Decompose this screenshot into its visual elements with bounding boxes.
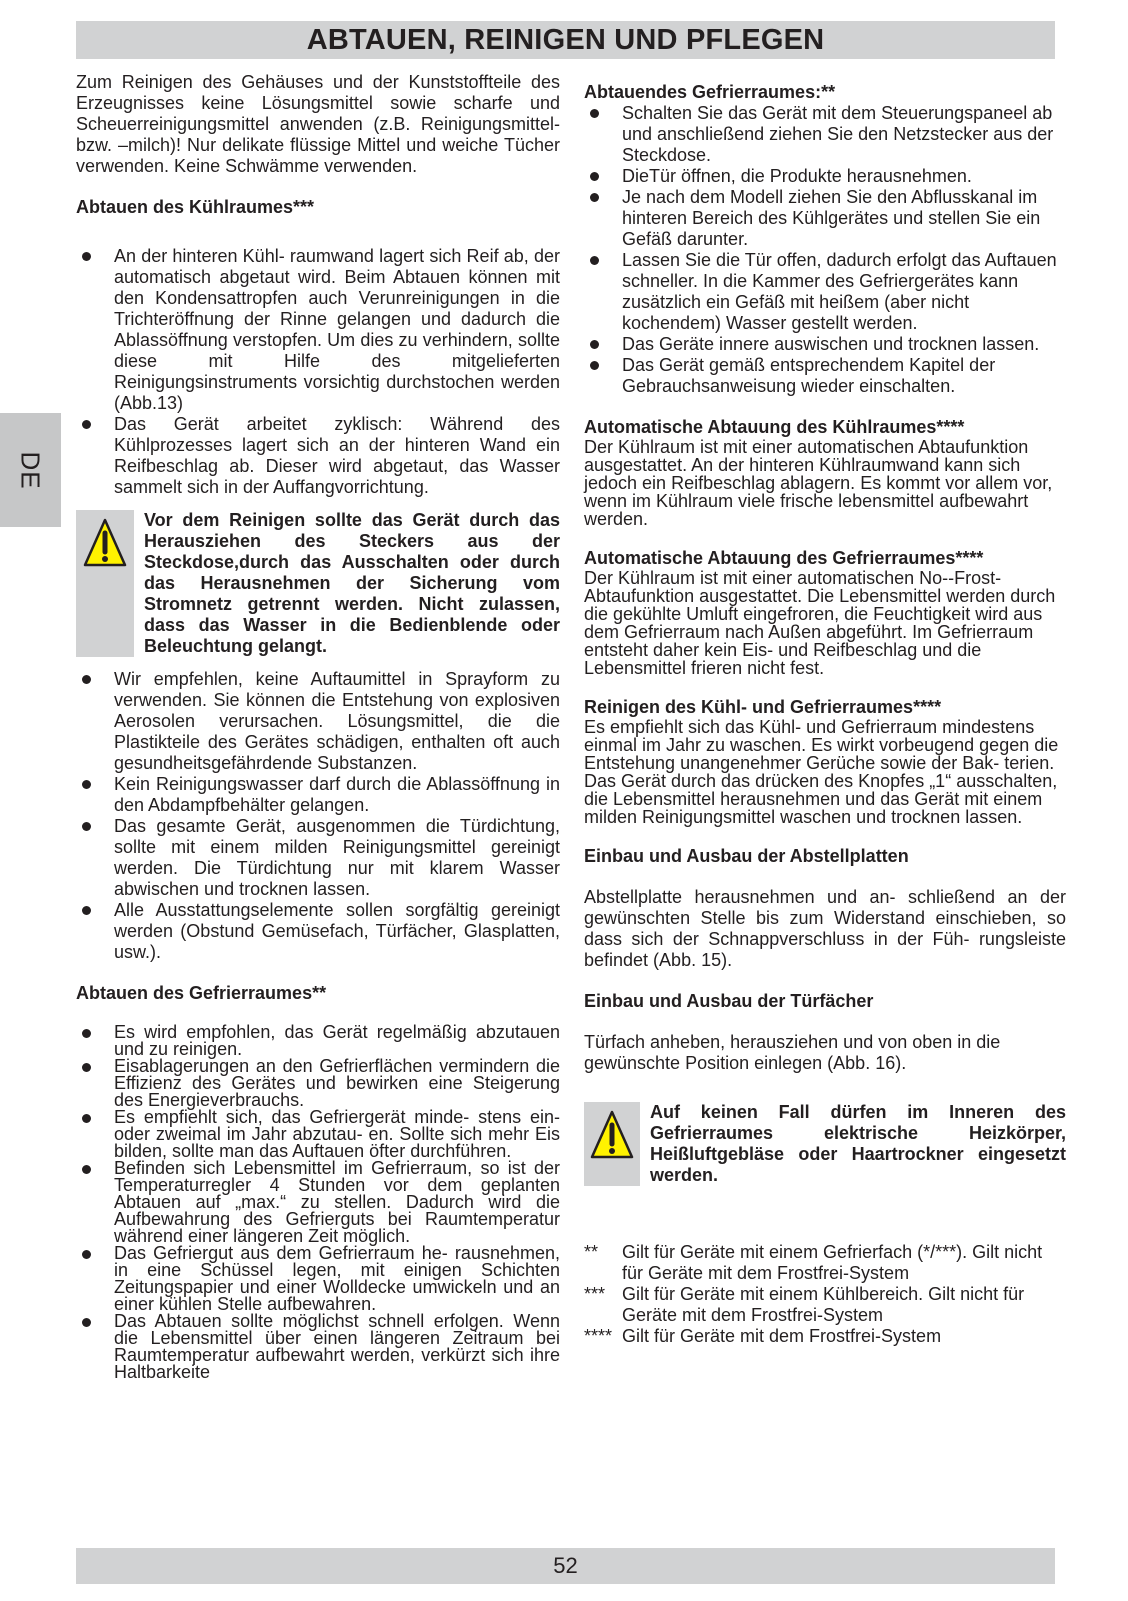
list-item: Wir empfehlen, keine Auftaumittel in Sprayform zu verwenden. Sie können die Entstehung von explosiven Aerosolen verursachen. Lösungsmittel, die die Plastikteile des Gerätes schädigen, enthalten oft auch gesundheitsgefährdende Substanzen.: [76, 669, 560, 774]
list-item: Das Gefriergut aus dem Gefrierraum he- rausnehmen, in eine Schüssel legen, mit einigen Schichten Zeitungspapier und einer Wolldecke umwickeln und an einer kühlen Stelle aufbewahren.: [76, 1245, 560, 1313]
footnote-marker: ***: [584, 1284, 606, 1304]
list-item: Das gesamte Gerät, ausgenommen die Türdichtung, sollte mit einem milden Reinigungsmittel gereinigt werden. Die Türdichtung nur mit klarem Wasser abwischen und trocknen lassen.: [76, 816, 560, 900]
footnotes: [584, 1242, 1066, 1347]
footnote-marker: ****: [584, 1326, 613, 1346]
text-auto-abtauung-gefrierraum: Der Kühlraum ist mit einer automatischen No--Frost-Abtaufunktion ausgestattet. Die Lebensmittel werden durch die gekühlte Umluft eingefroren, die Feuchtigkeit wird aus dem Gefrierraum nach Außen abgeführt. Im Gefrierraum entsteht daher kein Eis- und Reifbeschlag und die Lebensmittel frieren nicht fest.: [584, 568, 1056, 678]
language-tab: [0, 413, 61, 527]
list-item: An der hinteren Kühl- raumwand lagert sich Reif ab, der automatisch abgetaut wird. Beim Abtauen können mit den Kondensattropfen auch Verunreinigungen in die Trichteröffnung der Rinne gelangen und dadurch die Ablassöffnung verstopfen. Um dies zu verhindern, sollte diese mit Hilfe des mitgelieferten Reinigungsinstruments vorsichtig durchstochen werden (Abb.13): [76, 246, 560, 414]
footnote-text: Gilt für Geräte mit einem Gefrierfach (*/***). Gilt nicht für Geräte mit dem Frostfrei-System: [622, 1242, 1043, 1283]
footnote-marker: **: [584, 1242, 599, 1262]
text-reinigen: Es empfiehlt sich das Kühl- und Gefrierraum mindestens einmal im Jahr zu waschen. Es wirkt vorbeugend gegen die Entstehung unangenehmer Gerüche sowie der Bak- terien. Das Gerät durch das drücken des Knopfes „1“ ausschalten, die Lebensmittel herausnehmen und das Gerät mit einem milden Reinigungsmittel waschen und trocknen lassen.: [584, 717, 1059, 827]
footnote: [584, 1326, 1066, 1347]
heading-abtauendes-gefrierraumes: Abtauendes Gefrierraumes:**: [584, 82, 836, 102]
list-abtauen-kuehlraum: [76, 246, 560, 498]
list-item: Lassen Sie die Tür offen, dadurch erfolgt das Auftauen schneller. In die Kammer des Gefriergerätes kann zusätzlich ein Gefäß mit heißem (aber nicht kochendem) Wasser gestellt werden.: [584, 250, 1066, 334]
heading-reinigen: Reinigen des Kühl- und Gefrierraumes****: [584, 697, 942, 717]
list-item: Das Abtauen sollte möglichst schnell erfolgen. Wenn die Lebensmittel über einen längeren Zeitraum bei Raumtemperatur aufbewahrt werden, verkürzt sich ihre Haltbarkeite: [76, 1313, 560, 1381]
list-item: Je nach dem Modell ziehen Sie den Abflusskanal im hinteren Bereich des Kühlgerätes und stellen Sie ein Gefäß darunter.: [584, 187, 1066, 250]
page-title: ABTAUEN, REINIGEN UND PFLEGEN: [76, 21, 1055, 59]
heading-auto-abtauung-gefrierraum: Automatische Abtauung des Gefrierraumes****: [584, 548, 984, 568]
heading-abstellplatten: Einbau und Ausbau der Abstellplatten: [584, 846, 909, 866]
right-column: [584, 72, 1066, 1347]
language-tab-label: DE: [16, 450, 46, 490]
text-auto-abtauung-kuehlraum: Der Kühlraum ist mit einer automatischen Abtaufunktion ausgestattet. An der hinteren Kühlraumwand kann sich jedoch ein Reifbeschlag ablagern. Es kommt vor allem vor, wenn im Kühlraum viele frische lebensmittel aufbewahrt werden.: [584, 437, 1053, 529]
heading-abtauen-gefrierraum: Abtauen des Gefrierraumes**: [76, 983, 327, 1003]
list-item: Das Gerät arbeitet zyklisch: Während des Kühlprozesses lagert sich an der hinteren Wand ein Reifbeschlag ab. Dieser wird abgetaut, das Wasser sammelt sich in der Auffangvorrichtung.: [76, 414, 560, 498]
warning-text: Auf keinen Fall dürfen im Inneren des Gefrierraumes elektrische Heizkörper, Heißluftgebläse oder Haartrockner eingesetzt werden.: [650, 1102, 1066, 1185]
list-item: Das Gerät gemäß entsprechendem Kapitel der Gebrauchsanweisung wieder einschalten.: [584, 355, 1066, 397]
list-item: Es wird empfohlen, das Gerät regelmäßig abzutauen und zu reinigen.: [76, 1024, 560, 1058]
left-column: [76, 72, 560, 1381]
list-item: Eisablagerungen an den Gefrierflächen vermindern die Effizienz des Gerätes und bewirken eine Steigerung des Energieverbrauchs.: [76, 1058, 560, 1109]
warning-triangle-icon: [590, 1110, 634, 1160]
warning-block-heating: [584, 1102, 1066, 1186]
footnote: [584, 1242, 1066, 1284]
intro-paragraph: Zum Reinigen des Gehäuses und der Kunststoffteile des Erzeugnisses keine Lösungsmittel sowie scharfe und Scheuerreinigungsmittel anwenden (z.B. Reinigungsmittel- bzw. –milch)! Nur delikate flüssige Mittel und weiche Tücher verwenden. Keine Schwämme verwenden.: [76, 72, 560, 176]
heading-auto-abtauung-kuehlraum: Automatische Abtauung des Kühlraumes****: [584, 417, 965, 437]
warning-box: [584, 1102, 640, 1186]
text-abstellplatten: Abstellplatte herausnehmen und an- schließend an der gewünschten Stelle bis zum Widerstand einschieben, so dass sich der Schnappverschluss in der Füh- rungsleiste befindet (Abb. 15).: [584, 887, 1066, 970]
heading-tuerfaecher: Einbau und Ausbau der Türfächer: [584, 991, 874, 1011]
text-tuerfaecher: Türfach anheben, herausziehen und von oben in die gewünschte Position einlegen (Abb. 16).: [584, 1032, 1001, 1073]
footnote: [584, 1284, 1066, 1326]
list-abtauen-gefrierraum: [76, 1024, 560, 1381]
warning-block-cleaning: [76, 510, 560, 657]
list-item: Das Geräte innere auswischen und trocknen lassen.: [584, 334, 1066, 355]
list-item: Befinden sich Lebensmittel im Gefrierraum, so ist der Temperaturregler 4 Stunden vor dem geplanten Abtauen auf „max.“ zu stellen. Dadurch wird die Aufbewahrung des Gefrierguts bei Raumtemperatur während einer längeren Zeit möglich.: [76, 1160, 560, 1245]
list-item: Alle Ausstattungselemente sollen sorgfältig gereinigt werden (Obstund Gemüsefach, Türfächer, Glasplatten, usw.).: [76, 900, 560, 963]
heading-abtauen-kuehlraum: Abtauen des Kühlraumes***: [76, 197, 315, 217]
list-item: Schalten Sie das Gerät mit dem Steuerungspaneel ab und anschließend ziehen Sie den Netzstecker aus der Steckdose.: [584, 103, 1066, 166]
page-number: 52: [76, 1548, 1055, 1584]
list-item: Es empfiehlt sich, das Gefriergerät minde- stens ein- oder zweimal im Jahr abzutau- en. Sollte sich mehr Eis bilden, sollte man das Auftauen öfter durchführen.: [76, 1109, 560, 1160]
list-item: Kein Reinigungswasser darf durch die Ablassöffnung in den Abdampfbehälter gelangen.: [76, 774, 560, 816]
list-after-warning: [76, 669, 560, 963]
warning-text: Vor dem Reinigen sollte das Gerät durch das Herausziehen des Steckers aus der Steckdose,durch das Ausschalten oder durch das Herausnehmen der Sicherung vom Stromnetz getrennt werden. Nicht zulassen, dass das Wasser in die Bedienblende oder Beleuchtung gelangt.: [144, 510, 560, 656]
footnote-text: Gilt für Geräte mit dem Frostfrei-System: [622, 1326, 942, 1346]
list-item: DieTür öffnen, die Produkte herausnehmen.: [584, 166, 1066, 187]
footnote-text: Gilt für Geräte mit einem Kühlbereich. Gilt nicht für Geräte mit dem Frostfrei-System: [622, 1284, 1025, 1325]
list-abtauendes-gefrierraumes: [584, 103, 1066, 397]
warning-box: [76, 510, 134, 657]
warning-triangle-icon: [83, 518, 127, 568]
